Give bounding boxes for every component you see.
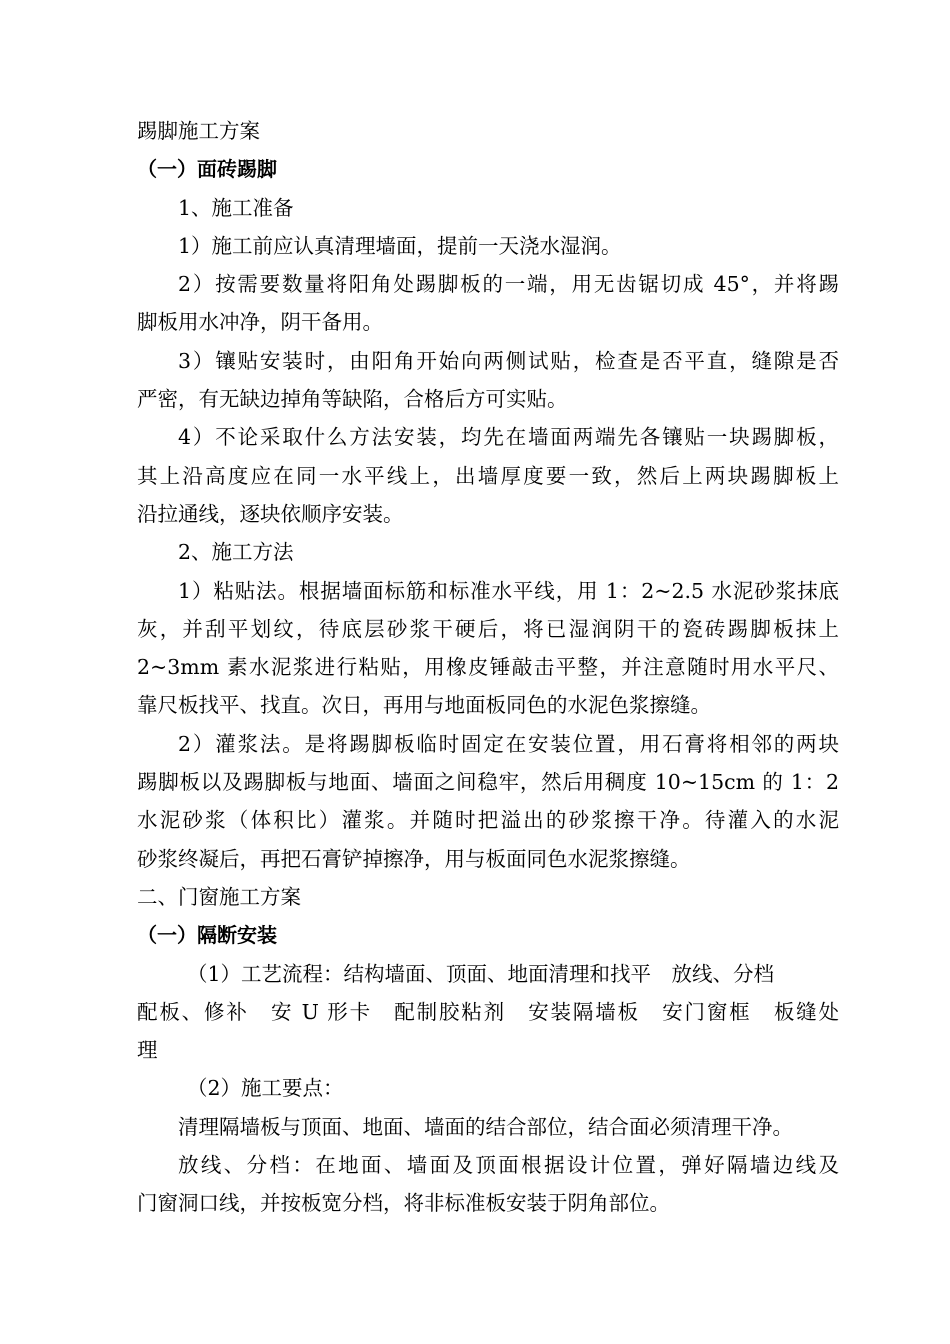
paragraph-line: 门窗洞口线，并按板宽分档，将非标准板安装于阴角部位。 — [137, 1191, 670, 1216]
paragraph-line: （1）工艺流程：结构墙面、顶面、地面清理和找平 放线、分档 — [187, 961, 775, 986]
paragraph-line: 其上沿高度应在同一水平线上，出墙厚度要一致，然后上两块踢脚板上 — [137, 463, 839, 488]
paragraph-line: 严密，有无缺边掉角等缺陷，合格后方可实贴。 — [137, 387, 568, 412]
paragraph-line: 4）不论采取什么方法安装，均先在墙面两端先各镶贴一块踢脚板， — [178, 425, 839, 450]
paragraph-line: 灰，并刮平划纹，待底层砂浆干硬后，将已湿润阴干的瓷砖踢脚板抹上 — [137, 616, 839, 641]
paragraph-line: 靠尺板找平、找直。次日，再用与地面板同色的水泥色浆擦缝。 — [137, 693, 711, 718]
section-heading-doors-windows: 二、门窗施工方案 — [137, 884, 301, 909]
subheading-method: 2、施工方法 — [178, 540, 294, 565]
paragraph-line: 脚板用水冲净，阴干备用。 — [137, 310, 383, 335]
paragraph-line: 放线、分档：在地面、墙面及顶面根据设计位置，弹好隔墙边线及 — [178, 1153, 839, 1178]
paragraph-line: 1）粘贴法。根据墙面标筋和标准水平线，用 1：2~2.5 水泥砂浆抹底 — [178, 578, 839, 603]
paragraph-line: 2）灌浆法。是将踢脚板临时固定在安装位置，用石膏将相邻的两块 — [178, 731, 839, 756]
paragraph-line: 2~3mm 素水泥浆进行粘贴，用橡皮锤敲击平整，并注意随时用水平尺、 — [137, 655, 839, 680]
paragraph-line: 清理隔墙板与顶面、地面、墙面的结合部位，结合面必须清理干净。 — [178, 1114, 793, 1139]
paragraph-line: 3）镶贴安装时，由阳角开始向两侧试贴，检查是否平直，缝隙是否 — [178, 348, 839, 373]
subheading-key-points: （2）施工要点： — [187, 1076, 344, 1101]
paragraph-line: 砂浆终凝后，再把石膏铲掉擦净，用与板面同色水泥浆擦缝。 — [137, 846, 691, 871]
paragraph-line: 水泥砂浆（体积比）灌浆。并随时把溢出的砂浆擦干净。待灌入的水泥 — [137, 808, 839, 833]
document-page — [137, 112, 839, 1223]
paragraph-line: 沿拉通线，逐块依顺序安装。 — [137, 501, 404, 526]
paragraph-line: 1）施工前应认真清理墙面，提前一天浇水湿润。 — [178, 233, 622, 258]
paragraph-line: 2）按需要数量将阳角处踢脚板的一端，用无齿锯切成 45°，并将踢 — [178, 272, 839, 297]
subheading-preparation: 1、施工准备 — [178, 195, 294, 220]
paragraph-line: 配板、修补 安 U 形卡 配制胶粘剂 安装隔墙板 安门窗框 板缝处 — [137, 999, 839, 1024]
section-heading-partition: （一）隔断安装 — [137, 923, 277, 948]
doc-title: 踢脚施工方案 — [137, 119, 260, 143]
section-heading-tile-baseboard: （一）面砖踢脚 — [137, 157, 277, 182]
paragraph-line: 理 — [137, 1038, 158, 1063]
paragraph-line: 踢脚板以及踢脚板与地面、墙面之间稳牢，然后用稠度 10~15cm 的 1：2 — [137, 770, 839, 795]
